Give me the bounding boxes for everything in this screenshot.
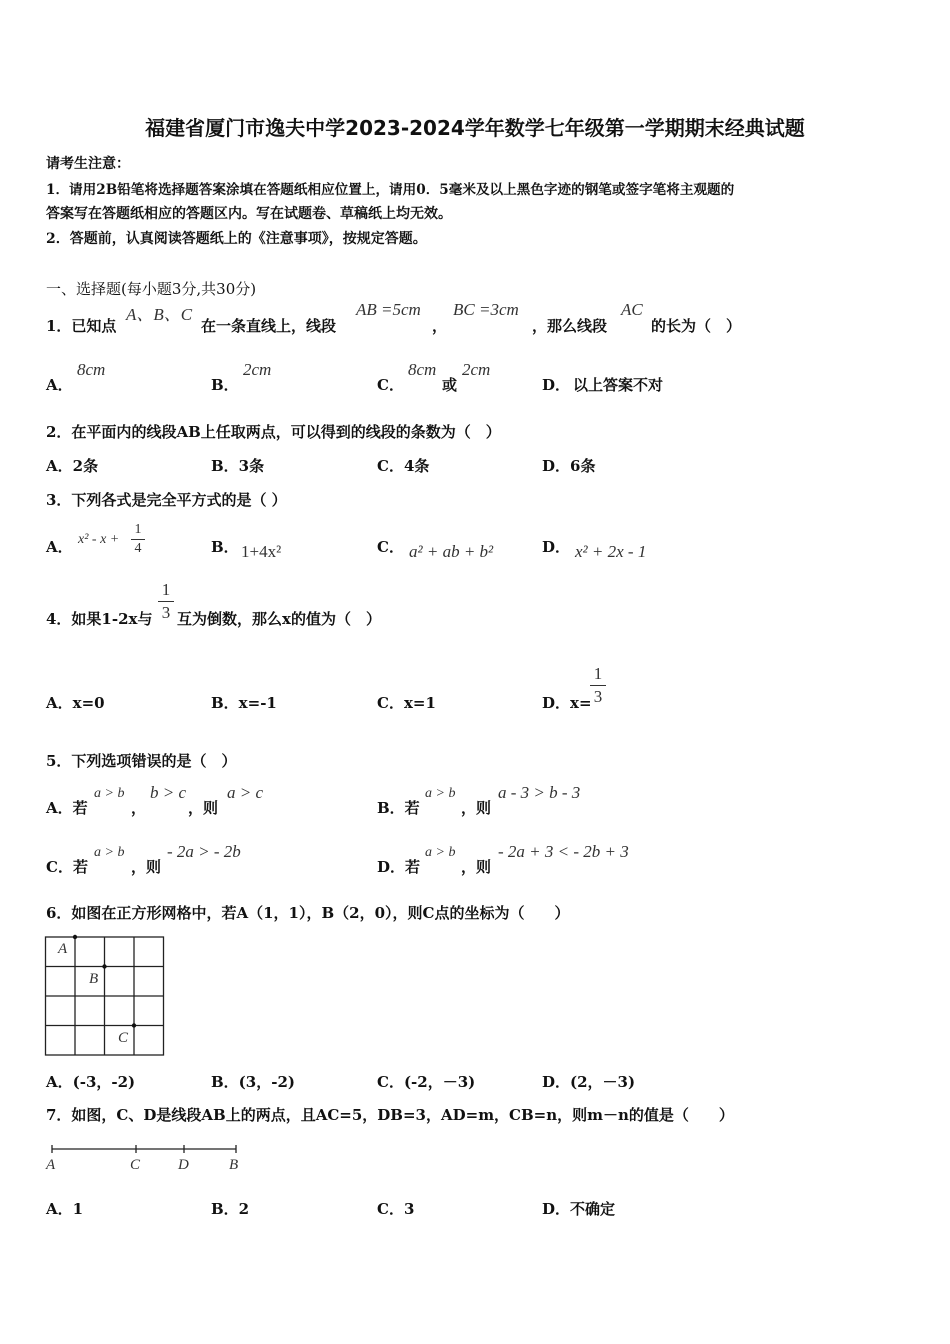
fraction-bar [131, 539, 145, 540]
q3-option-b-expr: 1+4x² [241, 542, 282, 561]
q5-a-math-1: a > b [94, 786, 125, 801]
q1-text-2: 在一条直线上，线段 [201, 317, 337, 335]
q6-option-a: A．(-3，-2) [46, 1073, 136, 1091]
q4-option-d-fraction [590, 664, 606, 707]
point-c-dot [132, 1023, 136, 1027]
q1-option-b-label: B． [211, 376, 239, 394]
q5-c-math-1: a > b [94, 845, 125, 860]
point-a-dot [73, 935, 77, 939]
q5-d-text-2: ，则 [461, 858, 492, 876]
label-b: B [89, 971, 99, 987]
q7-option-b: B．2 [211, 1200, 250, 1218]
q5-c-math-2: - 2a > - 2b [167, 842, 241, 861]
q5-c-text-1: C．若 [46, 858, 88, 876]
q6-grid-figure [44, 934, 168, 1058]
q6-stem: 6．如图在正方形网格中，若A（1，1），B（2，0），则C点的坐标为（ ） [46, 904, 570, 922]
q6-option-d: D．(2，－3) [542, 1073, 636, 1091]
q7-option-d: D．不确定 [542, 1200, 616, 1218]
notice-line-2: 答案写在答题纸相应的答题区内。写在试题卷、草稿纸上均无效。 [46, 206, 452, 222]
q5-d-text-1: D．若 [377, 858, 421, 876]
label-a: A [46, 1157, 56, 1173]
q3-stem: 3．下列各式是完全平方式的是（ ） [46, 491, 287, 509]
q5-a-text-1: A．若 [46, 799, 88, 817]
q3-option-d-expr: x² + 2x - 1 [575, 542, 647, 561]
label-a: A [58, 941, 68, 957]
q6-option-b: B．(3，-2) [211, 1073, 295, 1091]
q1-text-4: ，那么线段 [532, 317, 608, 335]
q4-fraction-numerator: 1 [161, 580, 171, 599]
q1-math-bc: BC =3cm [453, 300, 519, 319]
section-heading: 一、选择题(每小题3分,共30分) [46, 280, 257, 298]
q3-option-a-label: A． [46, 538, 73, 556]
label-b: B [229, 1157, 239, 1173]
q1-math-ab: AB =5cm [356, 300, 421, 319]
q1-option-a-value: 8cm [77, 360, 106, 379]
q1-text-1: 1．已知点 [46, 317, 117, 335]
label-c: C [118, 1030, 129, 1046]
q4-text-2: 互为倒数，那么x的值为（ ） [177, 610, 381, 628]
q5-a-math-2: b > c [150, 783, 187, 802]
q2-stem: 2．在平面内的线段AB上任取两点，可以得到的线段的条数为（ ） [46, 423, 501, 441]
q4-text-1: 4．如果1-2x与 [46, 610, 153, 628]
q4-option-d-label: D．x= [542, 694, 592, 712]
q3-fraction-denominator: 4 [134, 541, 142, 556]
q3-option-d-label: D． [542, 538, 571, 556]
q1-option-c-or: 或 [442, 376, 458, 394]
q5-a-text-3: ，则 [188, 799, 219, 817]
q1-math-ac: AC [621, 300, 643, 319]
q4-fraction-denominator: 3 [161, 603, 171, 622]
q7-option-c: C．3 [377, 1200, 415, 1218]
q5-a-text-2: ， [131, 799, 147, 817]
q7-option-a: A．1 [46, 1200, 84, 1218]
q4-option-b: B．x=-1 [211, 694, 277, 712]
fraction-bar [158, 601, 174, 602]
q1-option-d-text: 以上答案不对 [573, 376, 664, 394]
q5-stem: 5．下列选项错误的是（ ） [46, 752, 237, 770]
q4-fraction [158, 580, 174, 623]
q3-option-b-label: B． [211, 538, 239, 556]
q3-option-a-expr: x² - x + [78, 532, 120, 547]
q2-option-b: B．3条 [211, 457, 265, 475]
q7-stem: 7．如图，C、D是线段AB上的两点，且AC=5，DB=3，AD=m，CB=n，则m－n的值是（ ） [46, 1106, 734, 1124]
fraction-bar [590, 685, 606, 686]
page-title: 福建省厦门市逸夫中学2023-2024学年数学七年级第一学期期末经典试题 [145, 116, 805, 140]
q3-option-a-fraction [131, 522, 145, 557]
q7-segment-figure [44, 1140, 244, 1176]
q5-b-text-2: ，则 [461, 799, 492, 817]
q4-option-a: A．x=0 [46, 694, 105, 712]
q1-option-d-label: D． [542, 376, 571, 394]
q1-text-3: ， [432, 317, 448, 335]
q3-option-c-expr: a² + ab + b² [409, 542, 494, 561]
q5-a-math-3: a > c [227, 783, 264, 802]
q5-b-text-1: B．若 [377, 799, 420, 817]
q5-b-math-1: a > b [425, 786, 456, 801]
notice-heading: 请考生注意： [46, 156, 130, 172]
q1-option-c-value-1: 8cm [408, 360, 437, 379]
label-c: C [130, 1157, 141, 1173]
q3-fraction-numerator: 1 [134, 522, 142, 537]
q1-option-c-label: C． [377, 376, 404, 394]
q1-math-points: A、B、C [126, 305, 193, 324]
q5-d-math-1: a > b [425, 845, 456, 860]
q1-option-c-value-2: 2cm [462, 360, 491, 379]
q5-c-text-2: ，则 [131, 858, 162, 876]
q2-option-a: A．2条 [46, 457, 99, 475]
notice-line-1: 1．请用2B铅笔将选择题答案涂填在答题纸相应位置上，请用0．5毫米及以上黑色字迹的钢笔或签字笔将主观题的 [46, 182, 735, 198]
q4-d-numerator: 1 [593, 664, 603, 683]
q1-option-a-label: A． [46, 376, 73, 394]
q5-b-math-2: a - 3 > b - 3 [498, 783, 581, 802]
label-d: D [178, 1157, 189, 1173]
q1-text-5: 的长为（ ） [651, 317, 742, 335]
q4-d-denominator: 3 [593, 687, 603, 706]
q3-option-c-label: C． [377, 538, 404, 556]
q6-option-c: C．(-2，－3) [377, 1073, 476, 1091]
notice-line-3: 2．答题前，认真阅读答题纸上的《注意事项》，按规定答题。 [46, 231, 427, 247]
point-b-dot [102, 964, 106, 968]
q5-d-math-2: - 2a + 3 < - 2b + 3 [498, 842, 629, 861]
q1-option-b-value: 2cm [243, 360, 272, 379]
q2-option-c: C．4条 [377, 457, 430, 475]
q2-option-d: D．6条 [542, 457, 596, 475]
q4-option-c: C．x=1 [377, 694, 436, 712]
